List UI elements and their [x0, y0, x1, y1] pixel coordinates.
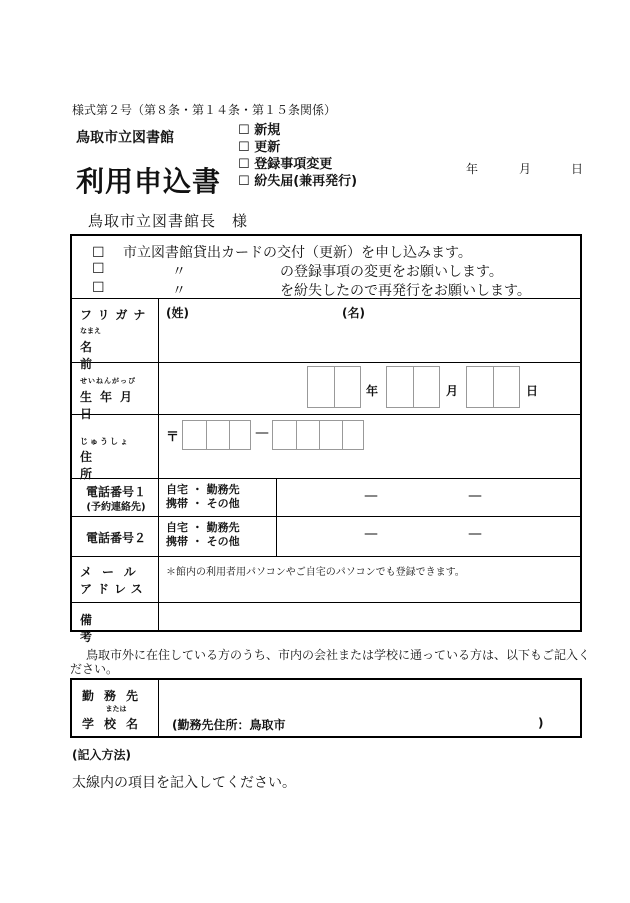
checkbox-icon[interactable]: ☐ [92, 261, 105, 277]
workplace-address-field[interactable]: (勤務先住所：鳥取市 [172, 718, 286, 732]
label-column-divider [158, 298, 159, 630]
remarks-label [72, 602, 158, 644]
option-label: 更新 [254, 140, 281, 155]
ditto-mark: 〃 [172, 264, 186, 280]
addressee: 鳥取市立図書館長 様 [88, 212, 249, 230]
phone2-label [72, 516, 158, 556]
name-label-text: 名前 [80, 340, 129, 371]
option-new[interactable] [238, 122, 357, 139]
request-issue[interactable] [92, 242, 472, 262]
email-note: ＊館内の利用者用パソコンやご自宅のパソコンでも登録できます。 [166, 567, 465, 578]
label-column-divider [158, 680, 159, 736]
option-label: 登録事項変更 [254, 157, 333, 172]
email-label [72, 556, 158, 602]
birth-day-box[interactable] [466, 366, 520, 408]
address-ruby: じゅうしょ [80, 437, 130, 446]
date-year-label: 年 [466, 162, 479, 176]
application-table [70, 234, 582, 644]
birthdate-label [72, 362, 158, 421]
workplace-close-paren: ) [538, 716, 544, 730]
birth-year-box[interactable] [307, 366, 361, 408]
birthdate-label-text: 生年月日 [80, 390, 141, 421]
option-lost[interactable] [238, 173, 357, 190]
given-name-field[interactable]: (名) [342, 306, 365, 320]
email-label-line2: アドレス [80, 582, 148, 596]
phone1-label-text: 電話番号１ [85, 485, 146, 499]
checkbox-icon[interactable]: ☐ [238, 174, 250, 189]
request-text: の登録事項の変更をお願いします。 [280, 264, 503, 280]
instructions-heading: (記入方法) [72, 748, 131, 762]
phone1-dash-1: — [364, 488, 378, 504]
phone2-kind-mobile-other[interactable]: 携帯 ・ その他 [166, 535, 240, 548]
phone1-sublabel: (予約連絡先) [86, 502, 146, 513]
form-number: 様式第２号（第８条・第１４条・第１５条関係） [72, 103, 337, 117]
request-text: 市立図書館貸出カードの交付（更新）を申し込みます。 [123, 245, 472, 261]
workplace-table [70, 678, 582, 738]
furigana-label: フリガナ [80, 308, 152, 322]
name-ruby: なまえ [80, 327, 101, 335]
postal-mark: 〒 [166, 430, 180, 445]
ditto-mark: 〃 [172, 283, 186, 299]
application-type-options [238, 122, 357, 190]
request-text: を紛失したので再発行をお願いします。 [280, 283, 531, 299]
request-change[interactable] [92, 261, 105, 277]
date-month-label: 月 [519, 162, 532, 176]
workplace-label-line2: 学校名 [82, 717, 149, 731]
option-change[interactable] [238, 156, 357, 173]
checkbox-icon[interactable]: ☐ [238, 157, 250, 172]
address-label [72, 414, 158, 481]
phone1-label [72, 478, 158, 516]
option-label: 新規 [254, 123, 281, 138]
workplace-label-line1: 勤務先 [82, 689, 149, 703]
phone1-kind-mobile-other[interactable]: 携帯 ・ その他 [166, 497, 240, 510]
postal-code-second[interactable] [272, 420, 364, 450]
phone2-label-text: 電話番号２ [85, 531, 146, 545]
option-renew[interactable] [238, 139, 357, 156]
email-label-line1: メール [80, 565, 146, 579]
option-label: 紛失届(兼再発行) [254, 174, 358, 189]
checkbox-icon[interactable]: ☐ [92, 245, 105, 261]
birth-year-label: 年 [366, 384, 379, 398]
checkbox-icon[interactable]: ☐ [238, 140, 250, 155]
phone2-dash-1: — [364, 526, 378, 542]
outside-resident-note [70, 648, 590, 676]
birth-month-label: 月 [446, 384, 459, 398]
surname-field[interactable]: (姓) [166, 306, 189, 320]
phone-kind-divider [276, 478, 277, 556]
phone1-dash-2: — [468, 488, 482, 504]
postal-code-first[interactable] [182, 420, 251, 450]
checkbox-icon[interactable]: ☐ [238, 123, 250, 138]
workplace-ruby: または [105, 705, 127, 713]
address-label-text: 住所 [80, 450, 129, 481]
phone1-kind-home-work[interactable]: 自宅 ・ 勤務先 [166, 483, 240, 496]
workplace-label [72, 680, 158, 738]
request-reissue[interactable] [92, 280, 105, 296]
phone2-dash-2: — [468, 526, 482, 542]
birthdate-ruby: せいねんがっぴ [80, 377, 136, 385]
postal-separator: — [255, 425, 269, 441]
birth-day-label: 日 [526, 384, 539, 398]
form-title: 利用申込書 [76, 165, 222, 198]
library-name: 鳥取市立図書館 [76, 130, 174, 146]
checkbox-icon[interactable]: ☐ [92, 280, 105, 296]
instructions-body: 太線内の項目を記入してください。 [72, 775, 296, 791]
phone2-kind-home-work[interactable]: 自宅 ・ 勤務先 [166, 521, 240, 534]
date-day-label: 日 [571, 162, 584, 176]
remarks-label-text: 備考 [80, 613, 123, 644]
name-label [72, 298, 158, 371]
birth-month-box[interactable] [386, 366, 440, 408]
outside-note-text: 鳥取市外に在住している方のうち、市内の会社または学校に通っている方は、以下もご記入ください。 [70, 648, 591, 676]
